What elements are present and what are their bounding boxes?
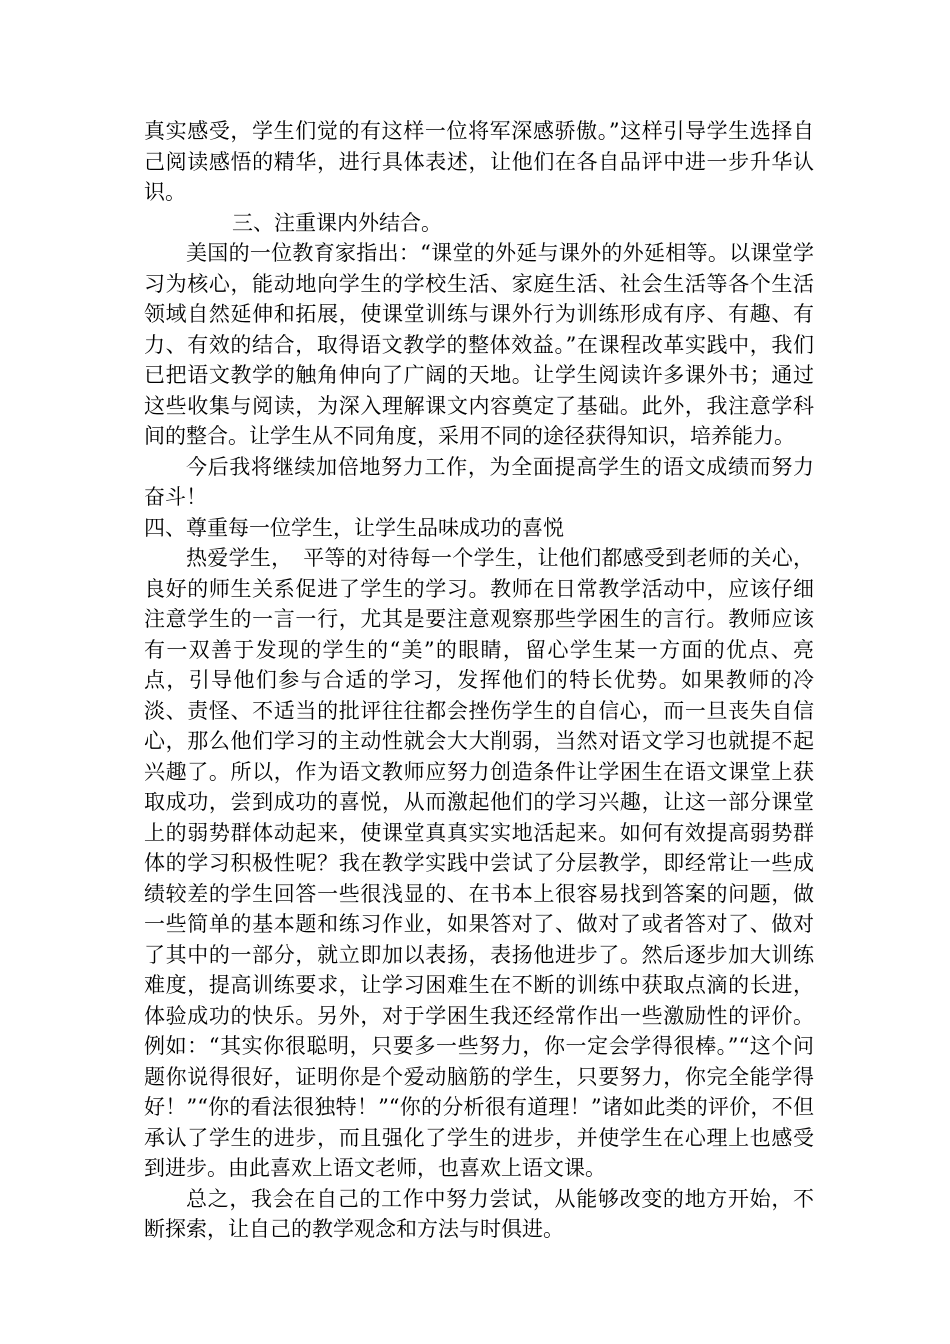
paragraph-future-effort: 今后我将继续加倍地努力工作，为全面提高学生的语文成绩而努力奋斗！	[144, 454, 814, 509]
paragraph-curriculum: 美国的一位教育家指出：“课堂的外延与课外的外延相等。以课堂学习为核心，能动地向学生的学校生活、家庭生活、社会生活等各个生活领域自然延伸和拓展，使课堂训练与课外行为训练形成有序、有趣、有力、有效的结合，取得语文教学的整体效益。”在课程改革实践中，我们已把语文教学的触角伸向了广阔的天地。让学生阅读许多课外书；通过这些收集与阅读，为深入理解课文内容奠定了基础。此外，我注意学科间的整合。让学生从不同角度，采用不同的途径获得知识，培养能力。	[144, 241, 814, 448]
section-heading-3: 三、注重课内外结合。	[232, 210, 442, 235]
section-heading-4: 四、尊重每一位学生，让学生品味成功的喜悦	[144, 515, 564, 540]
document-body	[144, 116, 814, 1245]
paragraph-continuation: 真实感受，学生们觉的有这样一位将军深感骄傲。”这样引导学生选择自己阅读感悟的精华，进行具体表述，让他们在各自品评中进一步升华认识。	[144, 119, 814, 204]
paragraph-respect-students: 热爱学生， 平等的对待每一个学生，让他们都感受到老师的关心，良好的师生关系促进了学生的学习。教师在日常教学活动中，应该仔细注意学生的一言一行，尤其是要注意观察那些学困生的言行。教师应该有一双善于发现的学生的“美”的眼睛，留心学生某一方面的优点、亮点，引导他们参与合适的学习，发挥他们的特长优势。如果教师的冷淡、责怪、不适当的批评往往都会挫伤学生的自信心，而一旦丧失自信心，那么他们学习的主动性就会大大削弱，当然对语文学习也就提不起兴趣了。所以，作为语文教师应努力创造条件让学困生在语文课堂上获取成功，尝到成功的喜悦，从而激起他们的学习兴趣，让这一部分课堂上的弱势群体动起来，使课堂真真实实地活起来。如何有效提高弱势群体的学习积极性呢？我在教学实践中尝试了分层教学，即经常让一些成绩较差的学生回答一些很浅显的、在书本上很容易找到答案的问题，做一些简单的基本题和练习作业，如果答对了、做对了或者答对了、做对了其中的一部分，就立即加以表扬，表扬他进步了。然后逐步加大训练难度，提高训练要求，让学习困难生在不断的训练中获取点滴的长进，体验成功的快乐。另外，对于学困生我还经常作出一些激励性的评价。例如：“其实你很聪明，只要多一些努力，你一定会学得很棒。”“这个问题你说得很好，证明你是个爱动脑筋的学生，只要努力，你完全能学得好！”“你的看法很独特！”“你的分析很有道理！”诸如此类的评价，不但承认了学生的进步，而且强化了学生的进步，并使学生在心理上也感受到进步。由此喜欢上语文老师，也喜欢上语文课。	[144, 546, 814, 1180]
paragraph-conclusion: 总之，我会在自己的工作中努力尝试，从能够改变的地方开始，不断探索，让自己的教学观念和方法与时俱进。	[144, 1186, 814, 1241]
